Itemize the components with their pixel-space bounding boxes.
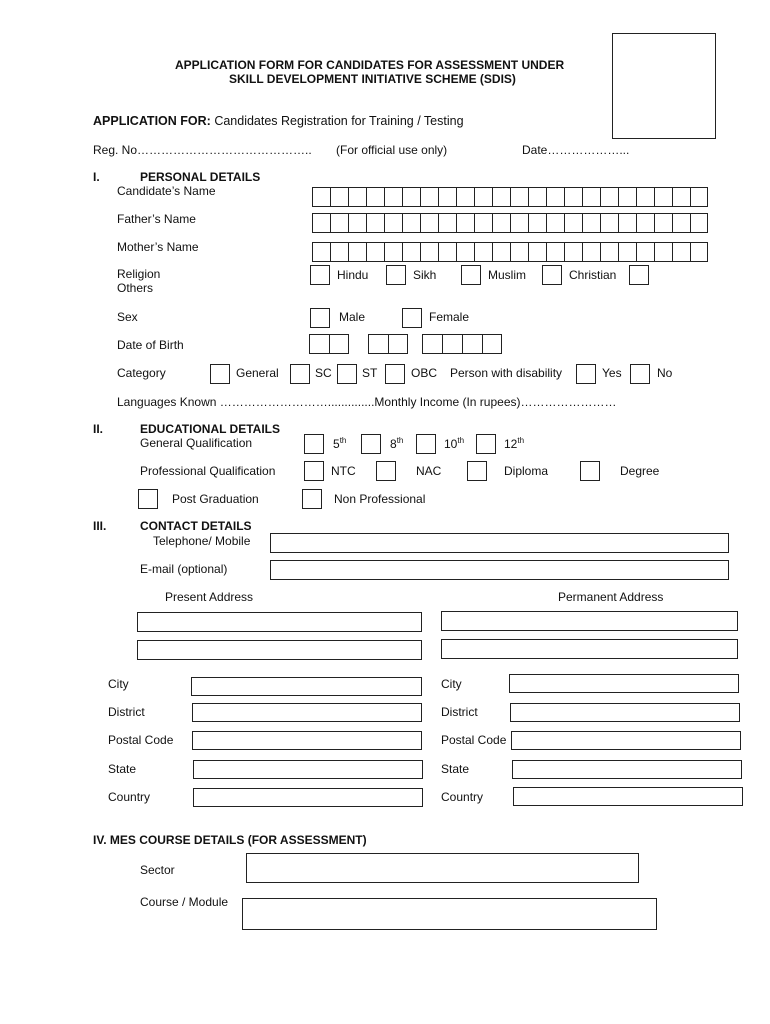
course-details-heading: IV. MES COURSE DETAILS (FOR ASSESSMENT) (93, 833, 367, 847)
permanent-district-input[interactable] (510, 703, 740, 722)
disability-label: Person with disability (450, 366, 563, 380)
permanent-city-input[interactable] (509, 674, 739, 693)
category-sc-checkbox[interactable] (290, 364, 310, 384)
qual-5th-suffix: th (339, 436, 347, 445)
course-module-input[interactable] (242, 898, 657, 930)
qual-5th-number: 5 (333, 437, 340, 451)
qual-degree-checkbox[interactable] (580, 461, 600, 481)
mother-name-cells[interactable] (312, 242, 708, 262)
qual-diploma-label: Diploma (504, 464, 549, 478)
qual-degree-label: Degree (620, 464, 660, 478)
present-address-line2[interactable] (137, 640, 422, 660)
sex-female-label: Female (429, 310, 470, 324)
email-input[interactable] (270, 560, 729, 580)
religion-others-checkbox[interactable] (629, 265, 649, 285)
religion-christian-label: Christian (569, 268, 617, 282)
personal-details-heading: PERSONAL DETAILS (140, 170, 261, 184)
present-postal-code-input[interactable] (192, 731, 422, 750)
sex-female-checkbox[interactable] (402, 308, 422, 328)
category-sc-label: SC (315, 366, 332, 380)
qual-8th-number: 8 (390, 437, 397, 451)
religion-christian-checkbox[interactable] (542, 265, 562, 285)
section-number-1: I. (93, 170, 100, 184)
present-state-input[interactable] (193, 760, 423, 779)
form-title-line1: APPLICATION FORM FOR CANDIDATES FOR ASSESSMENT UNDER (175, 58, 565, 72)
present-city-input[interactable] (191, 677, 422, 696)
photo-box (612, 33, 716, 139)
post-graduation-label: Post Graduation (172, 492, 259, 506)
sector-label: Sector (140, 863, 175, 877)
category-general-label: General (236, 366, 279, 380)
category-st-label: ST (362, 366, 378, 380)
candidate-name-cells[interactable] (312, 187, 708, 207)
present-address-line1[interactable] (137, 612, 422, 632)
present-city-label: City (108, 677, 129, 691)
general-qualification-label: General Qualification (140, 436, 253, 450)
languages-income-line: Languages Known ………………………..............Monthly Income (In rupees)…………………… (117, 395, 617, 409)
present-district-label: District (108, 705, 145, 719)
disability-no-label: No (657, 366, 673, 380)
qual-10th-label (444, 436, 464, 451)
qual-nac-checkbox[interactable] (376, 461, 396, 481)
qual-8th-label (390, 436, 403, 451)
qual-5th-checkbox[interactable] (304, 434, 324, 454)
category-label: Category (117, 366, 166, 380)
religion-label: Religion (117, 267, 161, 281)
qual-12th-suffix: th (517, 436, 525, 445)
dob-day-cells[interactable] (309, 334, 349, 354)
qual-10th-number: 10 (444, 437, 458, 451)
sector-input[interactable] (246, 853, 639, 883)
contact-details-heading: CONTACT DETAILS (140, 519, 252, 533)
others-label: Others (117, 281, 154, 295)
email-label: E-mail (optional) (140, 562, 228, 576)
present-postal-code-label: Postal Code (108, 733, 174, 747)
religion-hindu-checkbox[interactable] (310, 265, 330, 285)
religion-sikh-checkbox[interactable] (386, 265, 406, 285)
educational-details-heading: EDUCATIONAL DETAILS (140, 422, 280, 436)
dob-year-cells[interactable] (422, 334, 502, 354)
father-name-cells[interactable] (312, 213, 708, 233)
date-field: Date………………... (522, 143, 630, 157)
permanent-district-label: District (441, 705, 478, 719)
section-number-3: III. (93, 519, 107, 533)
professional-qualification-label: Professional Qualification (140, 464, 276, 478)
sex-male-label: Male (339, 310, 366, 324)
religion-sikh-label: Sikh (413, 268, 437, 282)
permanent-postal-code-label: Postal Code (441, 733, 507, 747)
qual-10th-checkbox[interactable] (416, 434, 436, 454)
permanent-state-input[interactable] (512, 760, 742, 779)
section-number-2: II. (93, 422, 104, 436)
qual-5th-label (333, 436, 346, 451)
telephone-input[interactable] (270, 533, 729, 553)
category-obc-label: OBC (411, 366, 438, 380)
religion-muslim-checkbox[interactable] (461, 265, 481, 285)
disability-yes-label: Yes (602, 366, 622, 380)
qual-8th-checkbox[interactable] (361, 434, 381, 454)
application-for (93, 114, 464, 128)
permanent-address-line1[interactable] (441, 611, 738, 631)
dob-label: Date of Birth (117, 338, 184, 352)
mother-name-label: Mother’s Name (117, 240, 199, 254)
course-module-label: Course / Module (140, 895, 229, 909)
permanent-address-line2[interactable] (441, 639, 738, 659)
official-use-note: (For official use only) (336, 143, 448, 157)
sex-label: Sex (117, 310, 138, 324)
category-obc-checkbox[interactable] (385, 364, 405, 384)
present-address-label: Present Address (165, 590, 254, 604)
disability-no-checkbox[interactable] (630, 364, 650, 384)
category-general-checkbox[interactable] (210, 364, 230, 384)
telephone-label: Telephone/ Mobile (153, 534, 251, 548)
religion-muslim-label: Muslim (488, 268, 526, 282)
disability-yes-checkbox[interactable] (576, 364, 596, 384)
non-professional-checkbox[interactable] (302, 489, 322, 509)
present-state-label: State (108, 762, 137, 776)
qual-nac-label: NAC (416, 464, 442, 478)
permanent-city-label: City (441, 677, 462, 691)
father-name-label: Father’s Name (117, 212, 196, 226)
application-for-label: APPLICATION FOR: (93, 114, 211, 128)
sex-male-checkbox[interactable] (310, 308, 330, 328)
qual-12th-label (504, 436, 524, 451)
reg-no: Reg. No…………………………………….. (93, 143, 312, 157)
qual-diploma-checkbox[interactable] (467, 461, 487, 481)
qual-10th-suffix: th (457, 436, 465, 445)
qual-ntc-checkbox[interactable] (304, 461, 324, 481)
qual-12th-checkbox[interactable] (476, 434, 496, 454)
form-title-line2: SKILL DEVELOPMENT INITIATIVE SCHEME (SDIS) (229, 72, 516, 86)
candidate-name-label: Candidate’s Name (117, 184, 216, 198)
qual-ntc-label: NTC (331, 464, 356, 478)
permanent-state-label: State (441, 762, 470, 776)
religion-hindu-label: Hindu (337, 268, 369, 282)
dob-month-cells[interactable] (368, 334, 408, 354)
post-graduation-checkbox[interactable] (138, 489, 158, 509)
permanent-address-label: Permanent Address (558, 590, 664, 604)
category-st-checkbox[interactable] (337, 364, 357, 384)
qual-8th-suffix: th (396, 436, 404, 445)
non-professional-label: Non Professional (334, 492, 426, 506)
present-district-input[interactable] (192, 703, 422, 722)
application-for-value: Candidates Registration for Training / Testing (214, 114, 464, 128)
permanent-country-label: Country (441, 790, 484, 804)
qual-12th-number: 12 (504, 437, 518, 451)
present-country-input[interactable] (193, 788, 423, 807)
present-country-label: Country (108, 790, 151, 804)
permanent-postal-code-input[interactable] (511, 731, 741, 750)
permanent-country-input[interactable] (513, 787, 743, 806)
